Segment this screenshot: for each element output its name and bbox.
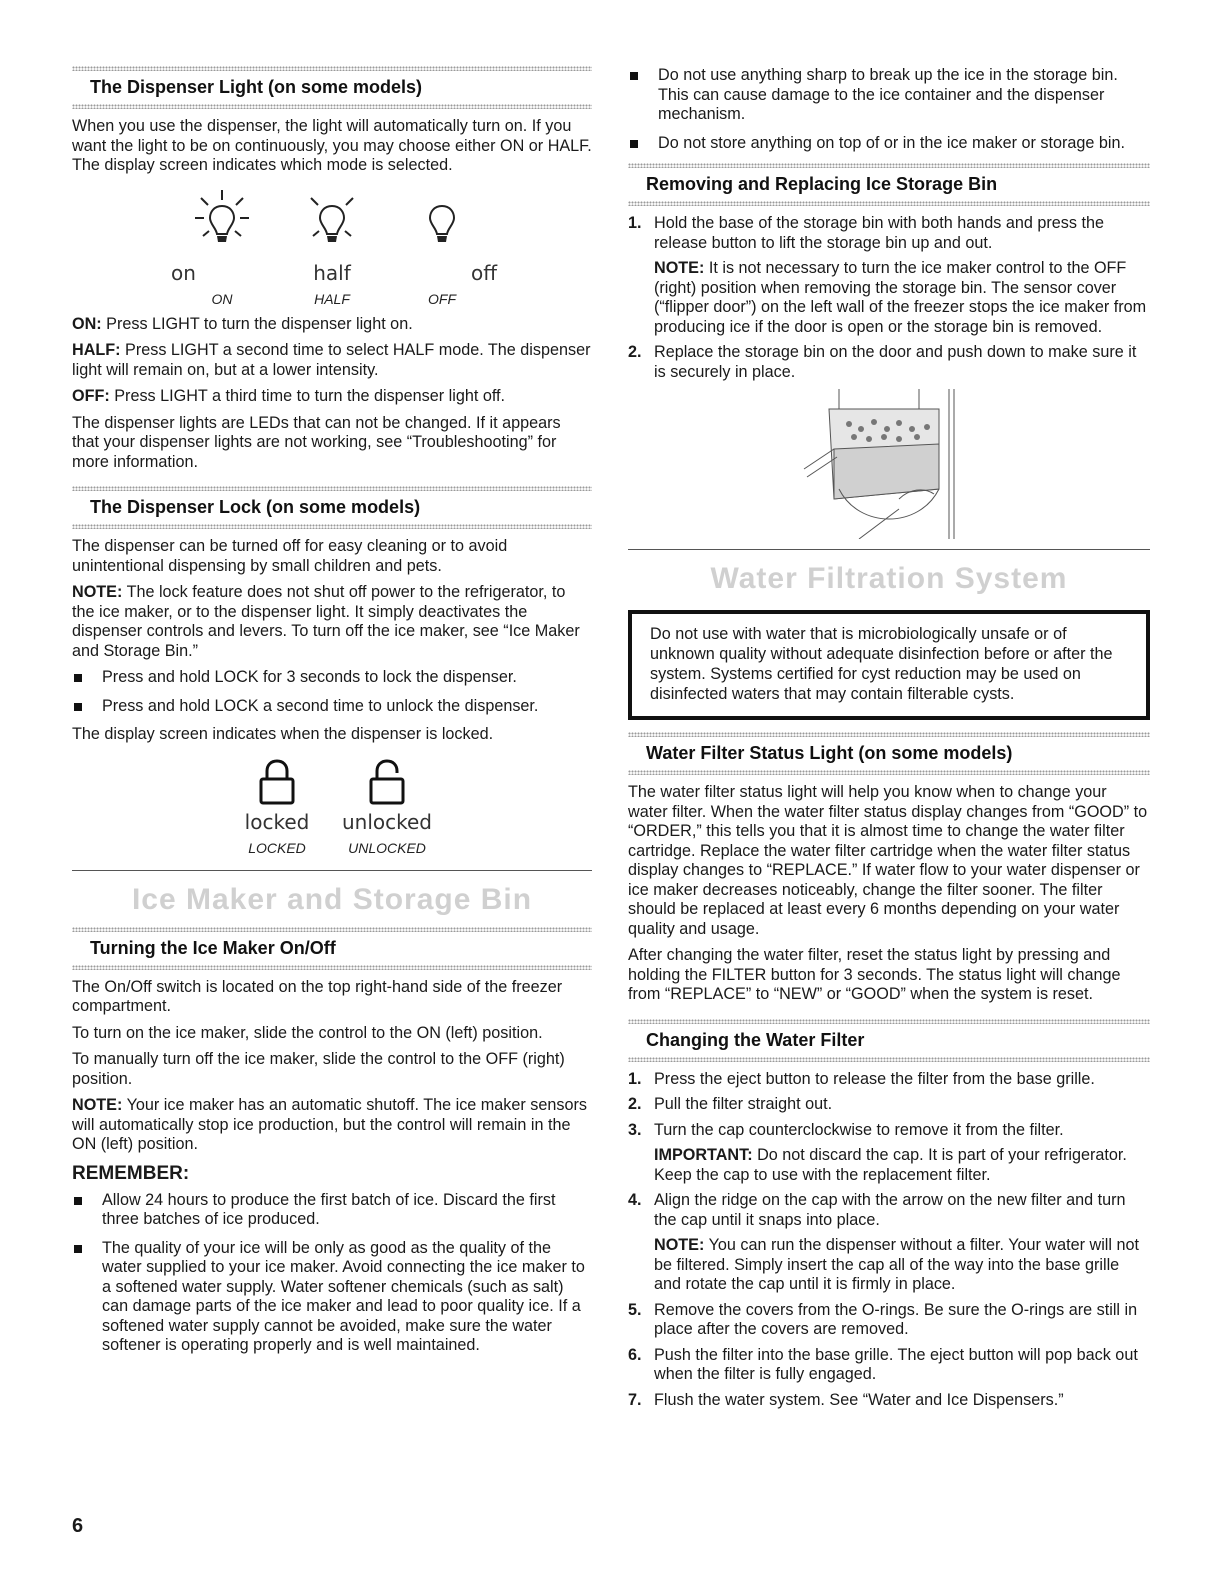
section-header-dispenser-light (72, 66, 592, 109)
step-text: Replace the storage bin on the door and push down to make sure it is securely in place. (654, 343, 1137, 381)
bullet-list (628, 66, 1150, 153)
dotted-rule (628, 201, 1150, 206)
section-title: Removing and Replacing Ice Storage Bin (646, 174, 998, 194)
paragraph: The display screen indicates when the dispenser is locked. (72, 725, 494, 743)
list-item (628, 214, 1150, 337)
section-header-changing (628, 1019, 1150, 1062)
left-column (72, 66, 592, 1365)
step-text: Push the filter into the base grille. The eject button will pop back out when the filter is fully engaged. (654, 1345, 1138, 1383)
note (654, 1236, 1150, 1295)
list-item (628, 1301, 1150, 1340)
text: Your ice maker has an automatic shutoff. The ice maker sensors will automatically stop ice production, but the control will remain in the ON (left) position. (72, 1096, 587, 1153)
list-item (628, 1121, 1150, 1186)
paragraph: The dispenser lights are LEDs that can not be changed. If it appears that your dispenser lights are not working, see “Troubleshooting” for more information. (72, 413, 561, 471)
list-item (628, 343, 1150, 382)
paragraph: The On/Off switch is located on the top right-hand side of the freezer compartment. (72, 977, 563, 1015)
icon-caption: ON (211, 290, 233, 307)
text: It is not necessary to turn the ice maker control to the OFF (right) position when removing the storage bin. The sensor cover (“flipper door”) on the left wall of the freezer stops the ice maker from producing ice if the door is open or the storage bin is removed. (654, 259, 1147, 336)
step-text: Pull the filter straight out. (654, 1095, 833, 1113)
paragraph: To manually turn off the ice maker, slide the control to the OFF (right) position. (72, 1050, 565, 1088)
bullet-list (72, 668, 592, 716)
section-title: Changing the Water Filter (646, 1029, 865, 1050)
light-mode-icons (72, 186, 592, 307)
dotted-rule (628, 770, 1150, 775)
step-number: 4. (628, 1191, 642, 1209)
page-number: 6 (72, 1515, 84, 1537)
step-number: 3. (628, 1120, 642, 1139)
lock-closed-icon (257, 759, 297, 805)
step-number: 1. (628, 214, 642, 232)
warning-text: Do not use with water that is microbiologically unsafe or of unknown quality without adequate disinfection before or after the system. Systems certified for cyst reduction may be used on disinfected waters that may contain filterable cysts. (650, 625, 1113, 703)
section-title: Water Filter Status Light (on some models) (646, 743, 1013, 763)
step-text: Turn the cap counterclockwise to remove it from the filter. (654, 1120, 1064, 1139)
list-item (628, 1346, 1150, 1385)
note (72, 1096, 592, 1155)
step-text: Align the ridge on the cap with the arrow on the new filter and turn the cap until it snaps into place. (654, 1191, 1126, 1229)
list-item: The quality of your ice will be only as good as the quality of the water supplied to your ice maker. Avoid connecting the ice maker to a softened water supply. Water softener chemicals (such as salt) can damage parts of the ice maker and lead to poor quality ice. If a softened water supply cannot be avoided, make sure the water softener is operating properly and is well maintained. (72, 1239, 592, 1356)
icon-caption: LOCKED (248, 839, 306, 856)
term: OFF: (72, 387, 110, 405)
mode-off-description (72, 387, 592, 407)
list-item: Press and hold LOCK a second time to unlock the dispenser. (72, 697, 592, 717)
step-list (628, 214, 1150, 382)
term: NOTE: (72, 1096, 123, 1114)
step-number: 6. (628, 1345, 642, 1364)
paragraph: The dispenser can be turned off for easy cleaning or to avoid unintentional dispensing by small children and pets. (72, 537, 508, 575)
mode-half-description (72, 341, 592, 380)
section-header-dispenser-lock (72, 486, 592, 529)
text: Press LIGHT a second time to select HALF mode. The dispenser light will remain on, but at a lower intensity. (72, 341, 591, 379)
chapter-heading: Water Filtration System (710, 562, 1068, 595)
text: Do not discard the cap. It is part of your refrigerator. Keep the cap to use with the replacement filter. (654, 1146, 1127, 1184)
bulb-off-icon (407, 186, 477, 256)
step-text: Flush the water system. See “Water and Ice Dispensers.” (654, 1390, 1064, 1409)
right-column (628, 66, 1150, 1417)
term: HALF: (72, 341, 121, 359)
icon-label: unlocked (341, 809, 432, 834)
step-number: 2. (628, 343, 642, 361)
bulb-on-icon (187, 186, 257, 256)
list-item (628, 1095, 1150, 1115)
list-item: Do not use anything sharp to break up the ice in the storage bin. This can cause damage to the ice container and the dispenser mechanism. (628, 66, 1150, 125)
term: ON: (72, 314, 102, 333)
text: The lock feature does not shut off power to the refrigerator, to the ice maker, or to the dispenser light. It simply deactivates the dispenser controls and levers. To turn off the ice maker, see “Ice Maker and Storage Bin.” (72, 583, 580, 660)
unlocked-item (337, 759, 437, 856)
text: Press LIGHT a third time to turn the dispenser light off. (109, 387, 506, 405)
storage-bin-illustration (628, 389, 1150, 539)
section-header-removing (628, 163, 1150, 206)
light-on-item (167, 186, 277, 307)
paragraph: To turn on the ice maker, slide the control to the ON (left) position. (72, 1023, 543, 1042)
icon-caption: HALF (314, 290, 350, 307)
list-item (628, 1391, 1150, 1411)
step-number: 2. (628, 1095, 642, 1113)
warning-box (628, 610, 1150, 720)
step-number: 5. (628, 1300, 642, 1319)
icon-caption: UNLOCKED (348, 839, 426, 856)
dotted-rule (72, 104, 592, 109)
term: IMPORTANT: (654, 1146, 753, 1164)
list-item (628, 1191, 1150, 1295)
icon-caption: OFF (428, 290, 456, 307)
dotted-rule (628, 1057, 1150, 1062)
note (72, 583, 592, 661)
lock-icons (72, 759, 592, 856)
step-text: Remove the covers from the O-rings. Be sure the O-rings are still in place after the covers are removed. (654, 1300, 1138, 1338)
section-header-turning (72, 927, 592, 970)
icon-label: off (470, 260, 497, 285)
paragraph: After changing the water filter, reset the status light by pressing and holding the FILTER button for 3 seconds. The status light will change from “REPLACE” to “NEW” or “GOOD” when the system is reset. (628, 946, 1121, 1003)
term: NOTE: (654, 1236, 705, 1254)
mode-on-description (72, 315, 592, 335)
remember-heading: REMEMBER: (72, 1162, 190, 1184)
section-title: The Dispenser Light (on some models) (90, 77, 423, 97)
dotted-rule (72, 524, 592, 529)
list-item: Allow 24 hours to produce the first batch of ice. Discard the first three batches of ice produced. (72, 1191, 592, 1230)
list-item (628, 1070, 1150, 1090)
step-text: Hold the base of the storage bin with both hands and press the release button to lift the storage bin up and out. (654, 214, 1104, 252)
text: You can run the dispenser without a filter. Your water will not be filtered. Simply insert the cap all of the way into the base grille and rotate the cap until it is firmly in place. (654, 1236, 1139, 1293)
paragraph: The water filter status light will help you know when to change your water filter. When the water filter status display changes from “GOOD” to “ORDER,” this tells you that it is almost time to change the water filter cartridge. Replace the water filter cartridge when the water filter status display changes to “REPLACE.” If water flow to your water dispenser or ice maker decreases noticeably, change the filter sooner. The filter should be replaced at least every 6 months depending on your water quality and usage. (628, 783, 1148, 938)
note (654, 259, 1150, 337)
step-text: Press the eject button to release the filter from the base grille. (654, 1069, 1095, 1088)
step-number: 7. (628, 1390, 642, 1409)
list-item: Press and hold LOCK for 3 seconds to lock the dispenser. (72, 668, 592, 688)
light-half-item (277, 186, 387, 307)
text: Press LIGHT to turn the dispenser light on. (101, 314, 413, 333)
bulb-half-icon (297, 186, 367, 256)
term: NOTE: (654, 259, 705, 277)
ice-storage-bin-illustration (799, 389, 979, 539)
locked-item (227, 759, 327, 856)
lock-open-icon (367, 759, 407, 805)
term: NOTE: (72, 583, 123, 601)
section-header-status-light (628, 732, 1150, 775)
chapter-heading: Ice Maker and Storage Bin (131, 882, 533, 916)
note (654, 1146, 1150, 1185)
section-title: The Dispenser Lock (on some models) (90, 497, 421, 517)
paragraph: When you use the dispenser, the light will automatically turn on. If you want the light to be on continuously, you may choose either ON or HALF. The display screen indicates which mode is selected. (72, 117, 592, 174)
bullet-list (72, 1191, 592, 1356)
step-number: 1. (628, 1069, 642, 1088)
light-off-item (387, 186, 497, 307)
icon-label: locked (244, 809, 310, 834)
section-title: Turning the Ice Maker On/Off (90, 937, 336, 958)
icon-label: half (313, 260, 351, 285)
list-item: Do not store anything on top of or in the ice maker or storage bin. (628, 134, 1150, 154)
step-list (628, 1070, 1150, 1411)
dotted-rule (72, 965, 592, 970)
icon-label: on (171, 260, 196, 285)
